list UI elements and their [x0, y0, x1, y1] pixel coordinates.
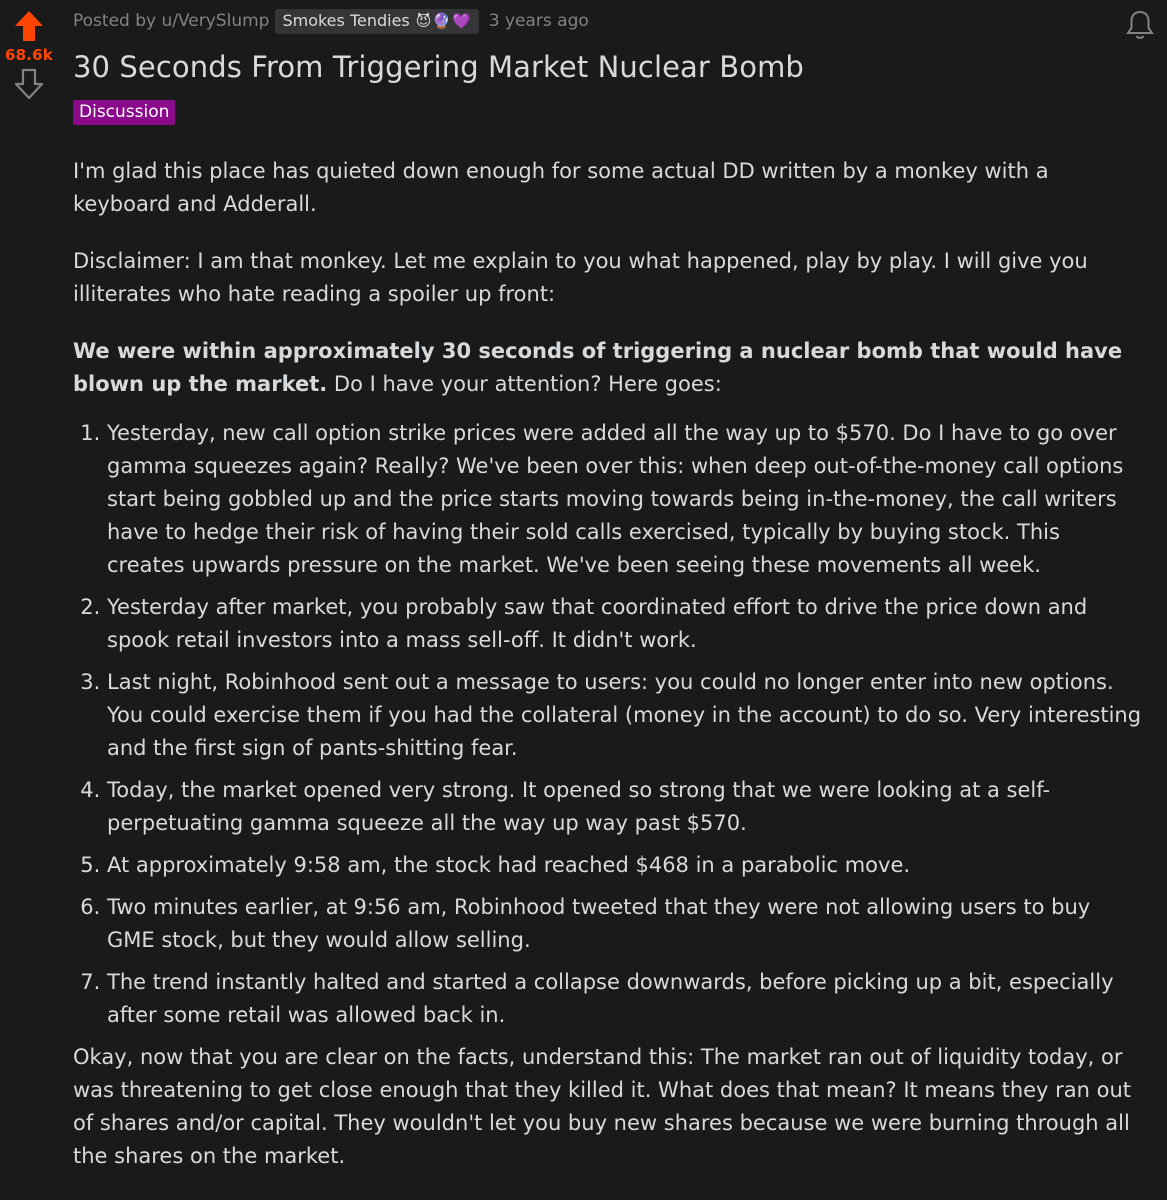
user-flair-emoji: 😈🔮💜: [415, 11, 472, 30]
upvote-button[interactable]: [11, 8, 47, 44]
list-item: 5. At approximately 9:58 am, the stock had reached $468 in a parabolic move.: [107, 849, 1143, 882]
list-item: 2. Yesterday after market, you probably saw that coordinated effort to drive the price down and spook retail investors into a mass sell-off. It didn't work.: [107, 591, 1143, 657]
vote-score: 68.6k: [5, 46, 53, 64]
attention-text: Do I have your attention? Here goes:: [327, 372, 722, 396]
list-item: 3. Last night, Robinhood sent out a message to users: you could no longer enter into new options. You could exercise them if you had the collateral (money in the account) to do so. Very interesting and the first sign of pants-shitting fear.: [107, 666, 1143, 765]
post-flair-badge[interactable]: Discussion: [73, 100, 175, 125]
user-flair-text: Smokes Tendies: [282, 11, 410, 30]
post-body: [73, 155, 1143, 1173]
post-content: [73, 0, 1143, 1197]
list-item: 4. Today, the market opened very strong. It opened so strong that we were looking at a self-perpetuating gamma squeeze all the way up way past $570.: [107, 774, 1143, 840]
bold-statement: We were within approximately 30 seconds of triggering a nuclear bomb that would have blown up the market.: [73, 339, 1123, 396]
list-item: 6. Two minutes earlier, at 9:56 am, Robinhood tweeted that they were not allowing users to buy GME stock, but they would allow selling.: [107, 891, 1143, 957]
vote-column: [0, 0, 58, 102]
post-title[interactable]: 30 Seconds From Triggering Market Nuclear Bomb: [73, 50, 804, 84]
post-author[interactable]: Posted by u/VerySlump: [73, 11, 270, 31]
intro-paragraph: I'm glad this place has quieted down enough for some actual DD written by a monkey with a keyboard and Adderall.: [73, 159, 1049, 216]
events-list: [73, 417, 1143, 1032]
list-item: 7. The trend instantly halted and started a collapse downwards, before picking up a bit, especially after some retail was allowed back in.: [107, 966, 1143, 1032]
downvote-arrow-icon: [14, 68, 44, 100]
upvote-arrow-icon: [14, 10, 44, 42]
list-item: 1. Yesterday, new call option strike prices were added all the way up to $570. Do I have to go over gamma squeezes again? Really? We've been over this: when deep out-of-the-money call options start being gobbled up and the price starts moving towards being in-the-money, the call writers have to hedge their risk of having their sold calls exercised, typically by buying stock. This creates upwards pressure on the market. We've been seeing these movements all week.: [107, 417, 1143, 582]
disclaimer-paragraph: Disclaimer: I am that monkey. Let me explain to you what happened, play by play. I will give you illiterates who hate reading a spoiler up front:: [73, 249, 1088, 306]
post-meta: [73, 0, 1143, 42]
downvote-button[interactable]: [11, 66, 47, 102]
conclusion-paragraph: Okay, now that you are clear on the facts, understand this: The market ran out of liquidity today, or was threatening to get close enough that they killed it. What does that mean? It means they ran out of shares and/or capital. They wouldn't let you buy new shares because we were burning through all the shares on the market.: [73, 1045, 1132, 1168]
post-timestamp[interactable]: 3 years ago: [488, 11, 589, 31]
bold-paragraph: [73, 335, 1143, 401]
user-flair: [275, 9, 478, 34]
